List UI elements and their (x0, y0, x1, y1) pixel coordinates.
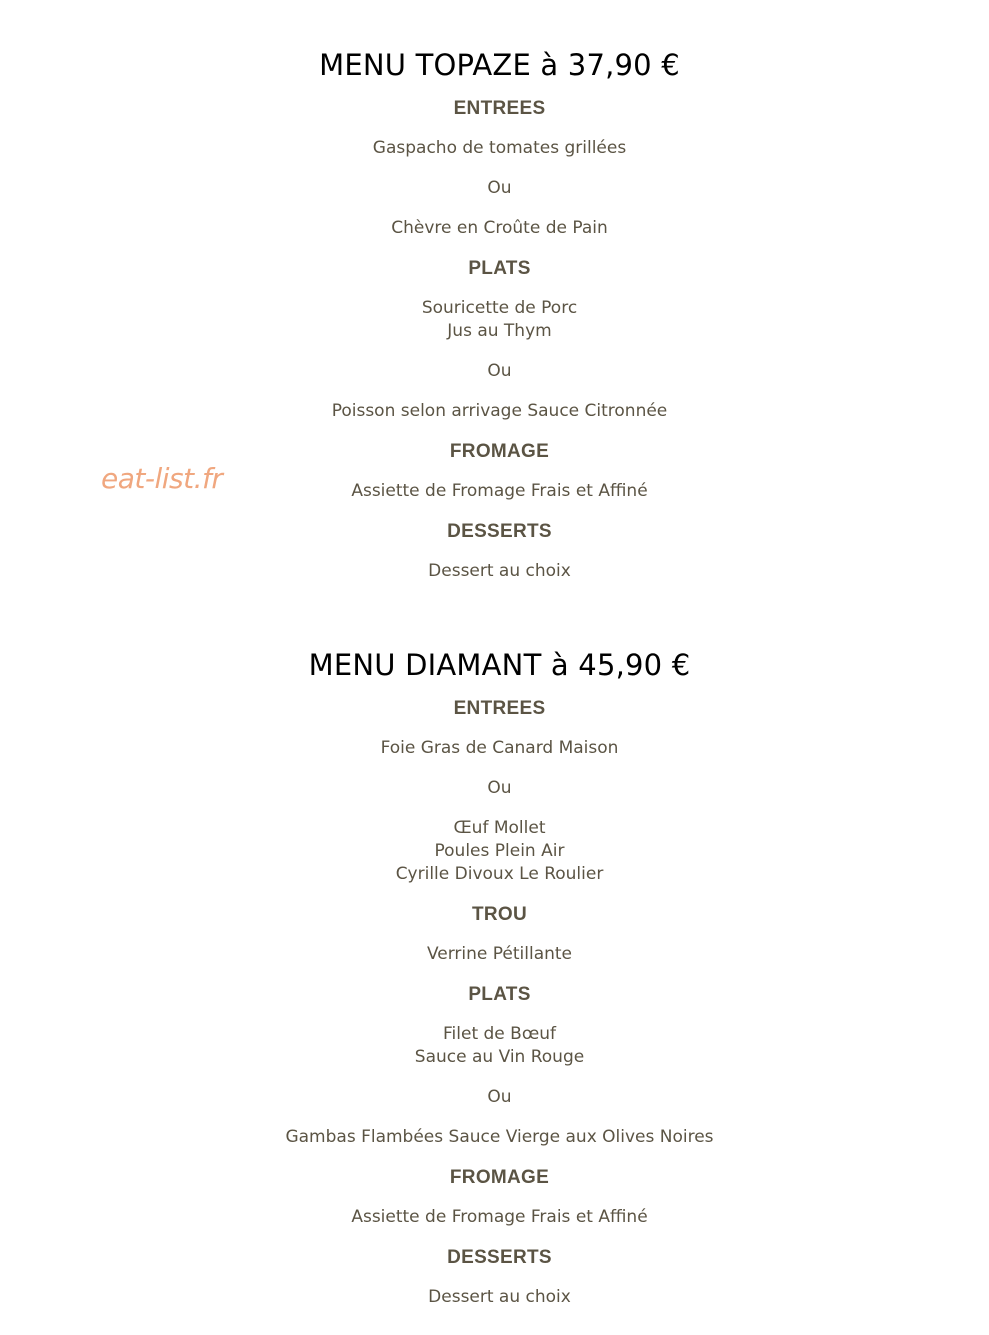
dish-line: Filet de Bœuf (443, 1024, 556, 1044)
dish (0, 217, 989, 240)
dish (0, 1126, 989, 1149)
dish-line: Souricette de Porc (421, 298, 578, 318)
dish (0, 137, 989, 160)
or-separator: Ou (487, 178, 512, 198)
dish-line: Sauce au Vin Rouge (414, 1047, 585, 1067)
dish-line: Dessert au choix (428, 1287, 571, 1307)
dish-line: Dessert au choix (428, 561, 571, 581)
section-heading: PLATS (468, 984, 531, 1005)
or-separator: Ou (487, 778, 512, 798)
dish-line: Gambas Flambées Sauce Vierge aux Olives Noires (285, 1127, 714, 1147)
dish-line: Assiette de Fromage Frais et Affiné (351, 481, 648, 501)
dish-line: Œuf Mollet (453, 818, 546, 838)
menu-diamant (0, 647, 989, 1326)
dish (0, 817, 989, 886)
section-heading: DESSERTS (447, 521, 552, 542)
menu-title: MENU TOPAZE à 37,90 € (319, 48, 680, 82)
or-separator: Ou (487, 361, 512, 381)
dish (0, 737, 989, 760)
section-heading: FROMAGE (449, 441, 550, 462)
dish-line: Poules Plein Air (434, 841, 565, 861)
dish (0, 943, 989, 966)
dish-line: Cyrille Divoux Le Roulier (395, 864, 604, 884)
dish (0, 560, 989, 583)
watermark-logo: eat-list.fr (101, 462, 223, 495)
menu-topaze (0, 47, 989, 600)
section-heading: FROMAGE (449, 1167, 550, 1188)
section-heading: ENTREES (453, 98, 546, 119)
dish-line: Chèvre en Croûte de Pain (391, 218, 608, 238)
dish (0, 1023, 989, 1069)
menu-title: MENU DIAMANT à 45,90 € (308, 648, 691, 682)
dish-line: Gaspacho de tomates grillées (372, 138, 627, 158)
dish-line: Verrine Pétillante (426, 944, 573, 964)
dish (0, 297, 989, 343)
dish (0, 1206, 989, 1229)
dish (0, 400, 989, 423)
dish (0, 1286, 989, 1309)
dish-line: Poisson selon arrivage Sauce Citronnée (331, 401, 668, 421)
section-heading: PLATS (468, 258, 531, 279)
section-heading: TROU (471, 904, 528, 925)
or-separator: Ou (487, 1087, 512, 1107)
dish-line: Jus au Thym (447, 321, 552, 341)
dish-line: Foie Gras de Canard Maison (380, 738, 619, 758)
dish-line: Assiette de Fromage Frais et Affiné (351, 1207, 648, 1227)
section-heading: ENTREES (453, 698, 546, 719)
section-heading: DESSERTS (447, 1247, 552, 1268)
dish (0, 480, 989, 503)
